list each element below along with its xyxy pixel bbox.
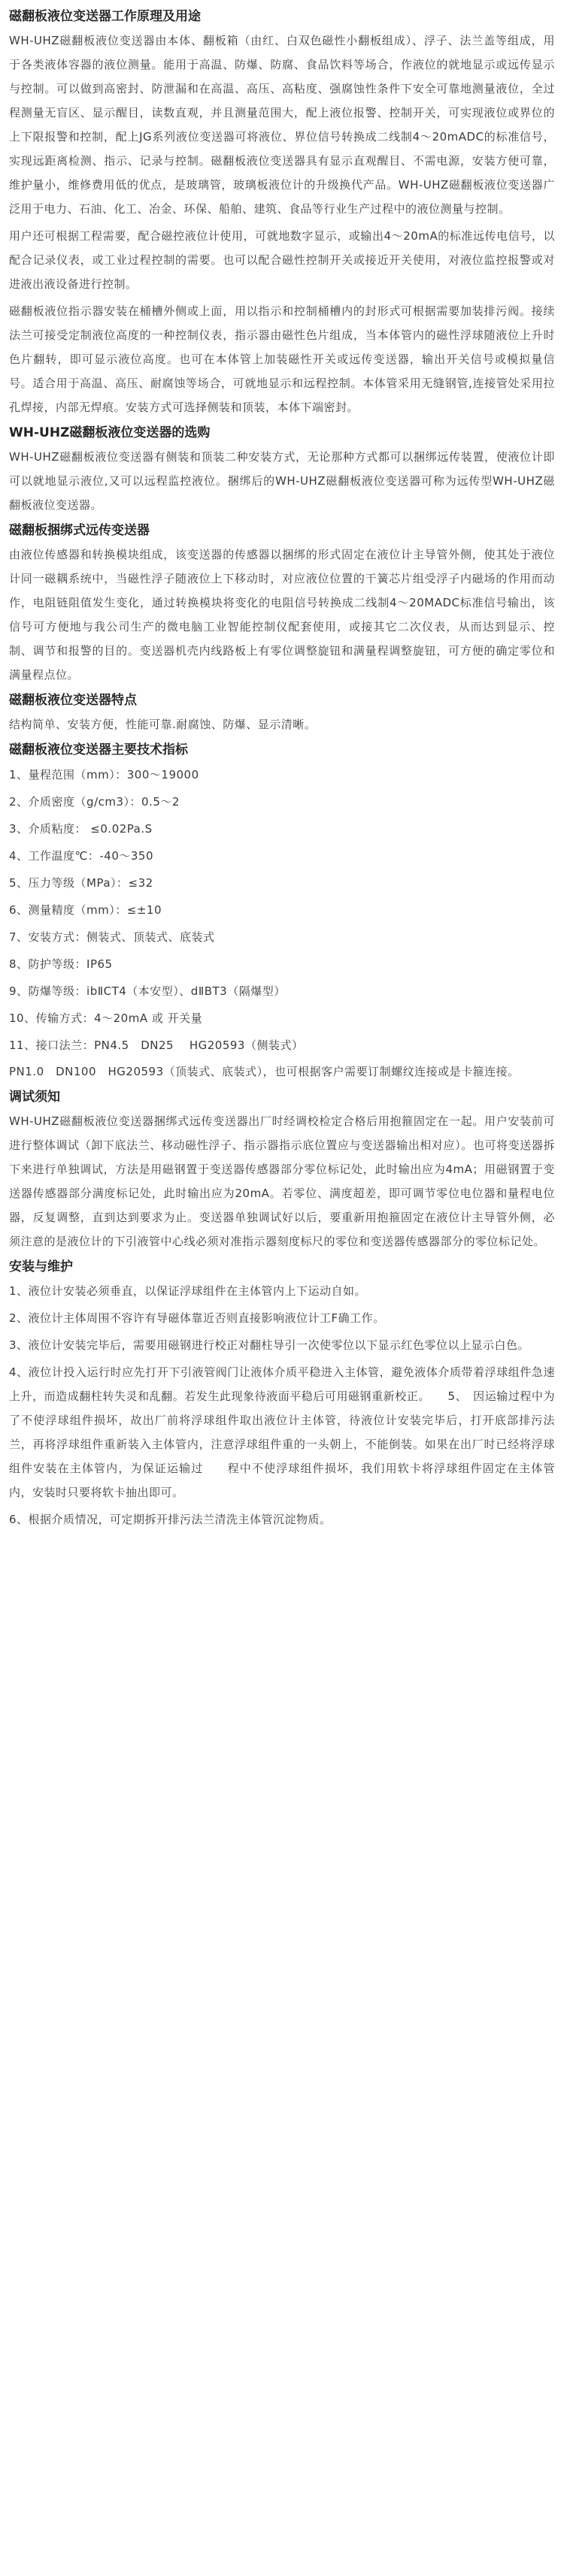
section-strapped (9, 520, 555, 687)
section-title-selection: WH-UHZ磁翻板液位变送器的选购 (9, 425, 211, 440)
spec-item: 6、测量精度（mm）：≤±10 (9, 903, 162, 917)
paragraph: 磁翻板液位指示器安装在桶槽外侧或上面，用以指示和控制桶槽内的封形式可根据需要加装排污阀。接续法兰可接受定制液位高度的一种控制仪表，指示器由磁性色片组成，当本体管内的磁性浮球随液位上升时色片翻转，即可显示液位高度。也可在本体管上加装磁性开关或远传变送器，输出开关信号或模拟量信号。适合用于高温、高压、耐腐蚀等场合，可就地显示和远程控制。本体管采用无缝钢管,连接管处采用拉孔焊接，内部无焊痕。安装方式可选择侧装和顶装，本体下端密封。 (9, 304, 555, 414)
section-debug (9, 1087, 555, 1253)
spec-item: 4、工作温度℃：-40～350 (9, 849, 154, 863)
section-principle (9, 6, 555, 419)
spec-item: 3、介质粘度： ≤0.02Pa.S (9, 822, 153, 836)
section-install (9, 1256, 555, 1531)
spec-item: 9、防爆等级：ibⅡCT4（本安型）、dⅡBT3（隔爆型） (9, 984, 286, 998)
paragraph: 由液位传感器和转换模块组成，该变送器的传感器以捆绑的形式固定在液位计主导管外侧，使其处于液位计同一磁耦系统中，当磁性浮子随液位上下移动时，对应液位位置的干簧芯片组受浮子内磁场的作用而动作，电阻链阻值发生变化，通过转换模块将变化的电阻信号转换成二线制4～20MADC标准信号输出，该信号可方便地与我公司生产的微电脑工业智能控制仪配套使用，或接其它二次仪表，从而达到显示、控制、调节和报警的目的。变送器机壳内线路板上有零位调整旋钮和满量程调整旋钮，可方便的确定零位和满量程点位。 (9, 548, 555, 682)
spec-item: 1、量程范围（mm）：300～19000 (9, 768, 199, 782)
section-title-specs: 磁翻板液位变送器主要技术指标 (9, 742, 188, 757)
spec-tail: PN1.0 DN100 HG20593（顶装式、底装式），也可根据客户需要订制螺纹连接或是卡箍连接。 (9, 1065, 520, 1078)
section-title-debug: 调试须知 (9, 1090, 60, 1105)
section-features (9, 690, 555, 736)
section-specs (9, 739, 555, 1084)
paragraph: WH-UHZ磁翻板液位变送器由本体、翻板箱（由红、白双色磁性小翻板组成）、浮子、法兰盖等组成，用于各类液体容器的液位测量。能用于高温、防爆、防腐、食品饮料等场合，作液位的就地显示或远传显示与控制。可以做到高密封、防泄漏和在高温、高压、高粘度、强腐蚀性条件下安全可靠地测量液位，全过程测量无盲区、显示醒目，读数直观，并且测量范围大，配上液位报警、控制开关，可实现液位或界位的上下限报警和控制，配上JG系列液位变送器可将液位、界位信号转换成二线制4～20mADC的标准信号，实现远距离检测、指示、记录与控制。磁翻板液位变送器具有显示直观醒目、不需电源，安装方便可靠，维护量小，维修费用低的优点，是玻璃管，玻璃板液位计的升级换代产品。WH-UHZ磁翻板液位变送器广泛用于电力、石油、化工、冶金、环保、船舶、建筑、食品等行业生产过程中的液位测量与控制。 (9, 34, 555, 216)
paragraph: WH-UHZ磁翻板液位变送器捆绑式远传变送器出厂时经调校检定合格后用抱箍固定在一起。用户安装前可进行整体调试（卸下底法兰、移动磁性浮子、指示器指示底位置应与变送器输出相对应）。也可将变送器拆下来进行单独调试，方法是用磁钢置于变送器传感器部分零位标记处，此时输出应为4mA；用磁钢置于变送器传感器部分满度标记处，此时输出应为20mA。若零位、满度超差，即可调节零位电位器和量程电位器，反复调整，直到达到要求为止。变送器单独调试好以后，要重新用抱箍固定在液位计主导管外侧，必须注意的是液位计的下引液管中心线必须对准指示器刻度标尺的零位和变送器传感器部分的零位标记处。 (9, 1114, 555, 1248)
install-item: 1、液位计安装必须垂直，以保证浮球组件在主体管内上下运动自如。 (9, 1284, 367, 1298)
paragraph: 用户还可根据工程需要，配合磁控液位计使用，可就地数字显示，或输出4～20mA的标准远传电信号，以配合记录仪表，或工业过程控制的需要。也可以配合磁性控制开关或接近开关使用，对液位监控报警或对进液出液设备进行控制。 (9, 229, 555, 291)
spec-item: 7、安装方式：侧装式、顶装式、底装式 (9, 930, 215, 944)
paragraph: 结构简单、安装方便，性能可靠.耐腐蚀、防爆、显示清晰。 (9, 718, 317, 731)
paragraph: WH-UHZ磁翻板液位变送器有侧装和顶装二种安装方式，无论那种方式都可以捆绑远传装置，使液位计即可以就地显示液位,又可以远程监控液位。捆绑后的WH-UHZ磁翻板液位变送器可称为远传型WH-UHZ磁翻板液位变送器。 (9, 450, 555, 512)
install-item: 6、根据介质情况，可定期拆开排污法兰清洗主体管沉淀物质。 (9, 1513, 332, 1526)
spec-item: 2、介质密度（g/cm3）：0.5～2 (9, 795, 180, 809)
section-title-features: 磁翻板液位变送器特点 (9, 693, 137, 708)
spec-item: 5、压力等级（MPa）：≤32 (9, 876, 153, 890)
spec-item: 10、传输方式：4～20mA 或 开关量 (9, 1011, 203, 1025)
install-item: 4、液位计投入运行时应先打开下引液管阀门让液体介质平稳进入主体管，避免液体介质带着浮球组件急速上升，而造成翻柱转失灵和乱翻。若发生此现象待液面平稳后可用磁钢重新校正。 5、 因运输过程中为了不使浮球组件损坏，故出厂前将浮球组件取出液位计主体管，待液位计安装完毕后，打开底部排污法兰，再将浮球组件重新装入主体管内，注意浮球组件重的一头朝上，不能倒装。如果在出厂时已经将浮球组件安装在主体管内，为保证运输过 程中不使浮球组件损坏，我们用软卡将浮球组件固定在主体管内，安装时只要将软卡抽出即可。 (9, 1365, 555, 1499)
section-selection (9, 422, 555, 517)
section-title-install: 安装与维护 (9, 1259, 73, 1274)
spec-item: 11、接口法兰：PN4.5 DN25 HG20593（侧装式） (9, 1039, 304, 1052)
spec-item: 8、防护等级：IP65 (9, 957, 113, 971)
section-title-strapped: 磁翻板捆绑式远传变送器 (9, 523, 150, 538)
section-title-principle: 磁翻板液位变送器工作原理及用途 (9, 9, 201, 24)
install-item: 2、液位计主体周围不容许有导磁体靠近否则直接影响液位计工F确工作。 (9, 1311, 385, 1325)
install-item: 3、液位计安装完毕后，需要用磁钢进行校正对翻柱导引一次使零位以下显示红色零位以上显示白色。 (9, 1338, 530, 1352)
